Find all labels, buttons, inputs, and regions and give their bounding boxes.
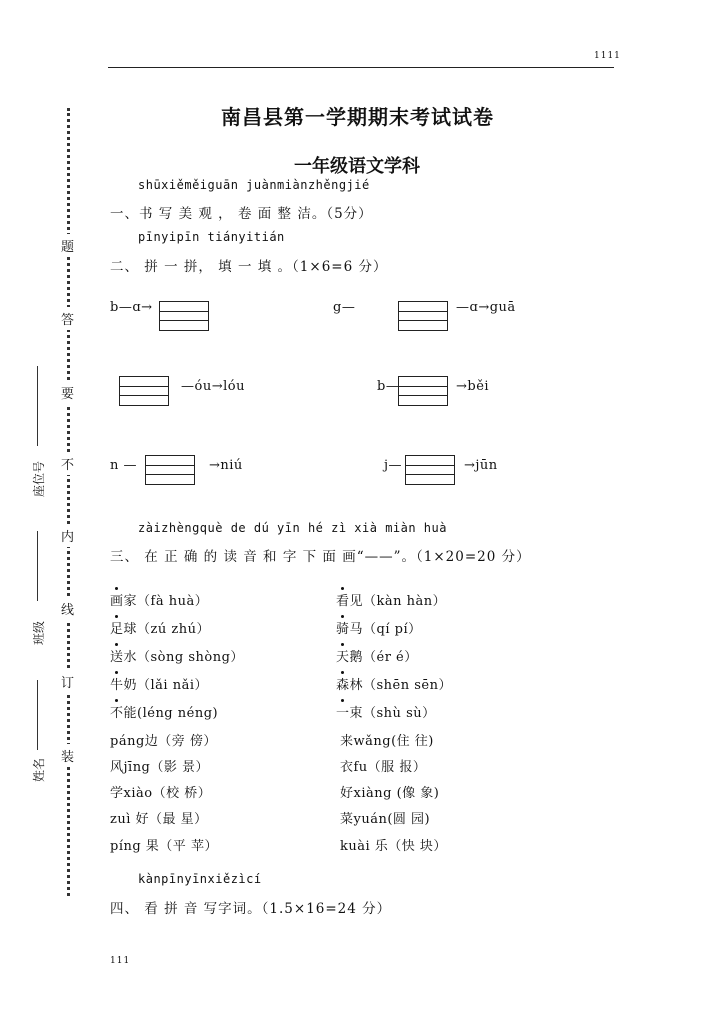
q3-right-item[interactable]: 衣fu（服 报） [340,760,427,775]
emphasis-char: 不 [110,702,124,721]
emphasis-char: 森 [336,674,350,693]
q1-text: 一、书 写 美 观 ， 卷 面 整 洁。（5分） [110,206,373,222]
q2-item-5-left: n — [110,458,138,473]
q2-item-4-right: →běi [456,379,490,394]
q3-right-rest: 束（shù sù） [349,706,436,721]
q3-right-rest: 林（shēn sēn） [349,678,452,693]
q3-right-item[interactable]: 菜yuán(圆 园) [340,812,431,827]
q3-left-item[interactable] [110,674,208,693]
q3-pinyin: zàizhèngquè de dú yīn hé zì xià miàn huà [138,521,447,535]
seal-char: 不 [61,452,74,475]
q3-left-item[interactable]: zuì 好（最 星） [110,812,208,827]
pinyin-answer-box-5[interactable] [145,455,195,485]
q3-right-item[interactable] [336,590,446,609]
seal-char: 线 [61,597,74,620]
seal-char: 答 [61,307,74,330]
name-line[interactable] [37,680,38,750]
emphasis-char: 骑 [336,618,350,637]
emphasis-char: 牛 [110,674,124,693]
seal-char: 题 [61,234,74,257]
exam-title: 南昌县第一学期期末考试试卷 [221,105,494,129]
q3-right-item[interactable] [336,646,418,665]
q3-left-item[interactable]: 风jīng（影 景） [110,760,210,775]
q3-left-item[interactable] [110,590,208,609]
seal-char: 订 [61,670,74,693]
q3-right-item[interactable]: 好xiàng (像 象) [340,786,440,801]
q4-text: 四、 看 拼 音 写字词。（1.5×16=24 分） [110,901,392,917]
q3-left-rest: 水（sòng shòng） [123,650,244,665]
q3-left-rest: 家（fà huà） [123,594,209,609]
seal-char: 要 [61,381,74,404]
seal-dotted-line [67,108,70,896]
class-line[interactable] [37,531,38,601]
emphasis-char: 看 [336,590,350,609]
q3-right-item[interactable] [336,674,452,693]
emphasis-char: 送 [110,646,124,665]
q2-item-1-left: b—ɑ→ [110,300,153,315]
q2-item-6-right: →jūn [464,458,498,473]
q3-left-item[interactable] [110,702,218,721]
q1-pinyin: shūxiěměiguān juànmiànzhěngjié [138,178,370,192]
q3-left-item[interactable] [110,618,210,637]
q2-item-2-left: g— [333,300,356,315]
seat-number-line[interactable] [37,366,38,446]
q3-text: 三、 在 正 确 的 读 音 和 字 下 面 画“——”。（1×20=20 分） [110,549,531,565]
seal-char: 内 [61,524,74,547]
q3-right-item[interactable] [336,618,422,637]
pinyin-answer-box-2[interactable] [398,301,448,331]
q3-left-rest: 奶（lǎi nǎi） [123,678,208,693]
q3-left-rest: 球（zú zhú） [123,622,210,637]
q3-left-item[interactable]: páng边（旁 傍） [110,734,217,749]
q4-pinyin: kànpīnyīnxiězìcí [138,872,262,886]
q3-right-item[interactable] [336,702,436,721]
q3-right-rest: 见（kàn hàn） [349,594,447,609]
header-page-code: 1111 [594,51,621,61]
exam-subtitle: 一年级语文学科 [294,156,420,177]
seat-number-label: 座位号 [32,460,46,497]
q2-item-4-left: b— [377,379,400,394]
emphasis-char: 足 [110,618,124,637]
q3-left-rest: 能(léng néng) [123,706,219,721]
q3-right-rest: 鹅（ér é） [349,650,418,665]
q3-right-item[interactable]: 来wǎng(住 往) [340,734,434,749]
pinyin-answer-box-1[interactable] [159,301,209,331]
seal-char: 装 [61,744,74,767]
q2-item-3-right: —óu→lóu [181,379,245,394]
emphasis-char: 画 [110,590,124,609]
q3-left-item[interactable]: píng 果（平 苹） [110,839,218,854]
q2-item-5-right: →niú [209,458,243,473]
emphasis-char: 一 [336,702,350,721]
q3-right-item[interactable]: kuài 乐（快 块） [340,839,447,854]
pinyin-answer-box-6[interactable] [405,455,455,485]
name-label: 姓名 [32,757,46,782]
q3-left-item[interactable] [110,646,244,665]
q2-item-6-left: j— [384,458,403,473]
pinyin-answer-box-3[interactable] [119,376,169,406]
q3-left-item[interactable]: 学xiào（校 桥） [110,786,212,801]
q2-text: 二、 拼 一 拼， 填 一 填 。（1×6=6 分） [110,259,388,275]
q2-pinyin: pīnyipīn tiányitián [138,230,285,244]
footer-page-code: 111 [110,956,131,966]
emphasis-char: 天 [336,646,350,665]
class-label: 班级 [32,620,46,645]
q2-item-2-right: —ɑ→guā [456,300,516,315]
header-rule [108,67,614,68]
pinyin-answer-box-4[interactable] [398,376,448,406]
q3-right-rest: 马（qí pí） [349,622,422,637]
